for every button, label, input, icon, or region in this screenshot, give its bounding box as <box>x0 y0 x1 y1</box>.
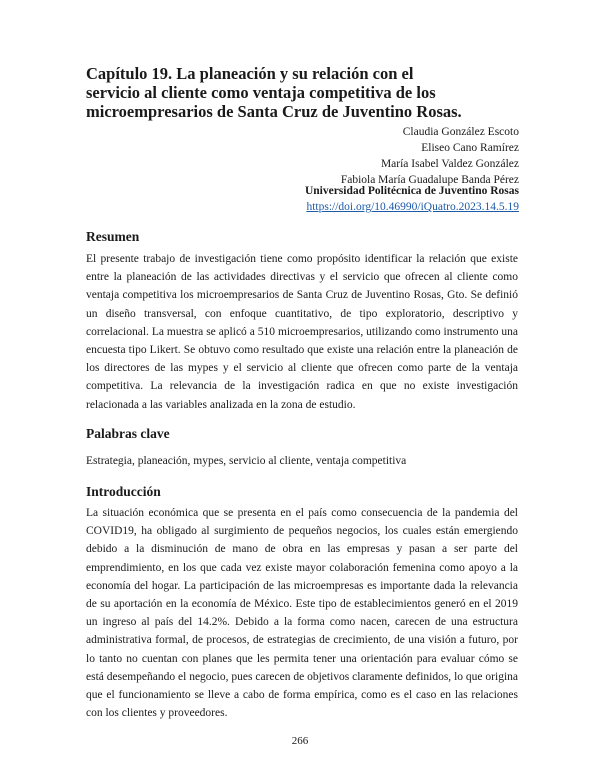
section-heading-keywords: Palabras clave <box>86 426 170 441</box>
section-heading-resumen: Resumen <box>86 229 140 244</box>
university-name: Universidad Politécnica de Juventino Rosas <box>304 185 519 197</box>
abstract-paragraph: El presente trabajo de investigación tiene como propósito identificar la relación que existe entre la planeación de las actividades directivas y el servicio que ofrecen al cliente como ventaja competitiva los microempresarios de Santa Cruz de Juventino Rosas, Gto. Se definió un diseño transversal, con enfoque cuantitativo, de tipo exploratorio, descriptivo y correlacional. La muestra se aplicó a 510 microempresarios, utilizando como instrumento una encuesta tipo Likert. Se obtuvo como resultado que existe una relación entre la planeación de los directores de las mypes y el servicio al cliente que ofrecen como parte de la ventaja competitiva. La relevancia de la investigación radica en que no existe investigación relacionada a las variables analizada en la zona de estudio. <box>86 253 518 411</box>
author-name: Fabiola María Guadalupe Banda Pérez <box>340 174 519 186</box>
author-name: Claudia González Escoto <box>402 126 519 138</box>
keywords-paragraph: Estrategia, planeación, mypes, servicio al cliente, ventaja competitiva <box>86 455 407 467</box>
doi-link[interactable]: https://doi.org/10.46990/iQuatro.2023.14.5.19 <box>306 201 519 213</box>
author-list <box>341 124 519 188</box>
chapter-title: Capítulo 19. La planeación y su relación con el servicio al cliente como ventaja competitiva de los microempresarios de Santa Cruz de Juventino Rosas. <box>86 64 462 121</box>
page-number: 266 <box>291 735 309 747</box>
introduction-paragraph: La situación económica que se presenta en el país como consecuencia de la pandemia del COVID19, ha obligado al surgimiento de pequeños negocios, los cuales están emergiendo debido a la disminución de mano de obra en las empresas y pasan a ser parte del emprendimiento, en los que cada vez existe mayor colaboración femenina como apoyo a la economía del hogar. La participación de las microempresas es importante dada la relevancia de su aportación en la economía de México. Este tipo de establecimientos generó en el 2019 un ingreso al país del 14.2%. Debido a la forma como nacen, carecen de una estructura administrativa formal, de procesos, de estrategias de crecimiento, de una visión a futuro, por lo tanto no cuentan con planes que les permita tener una orientación para evaluar cómo se está desempeñando el negocio, pues carecen de objetivos claramente definidos, lo que origina que el funcionamiento se lleve a cabo de forma empírica, como es el caso en las relaciones con los clientes y proveedores. <box>86 507 518 720</box>
author-name: Eliseo Cano Ramírez <box>421 142 519 154</box>
section-heading-introduction: Introducción <box>86 484 161 499</box>
author-name: María Isabel Valdez González <box>380 158 519 170</box>
affiliation-block <box>305 183 519 215</box>
